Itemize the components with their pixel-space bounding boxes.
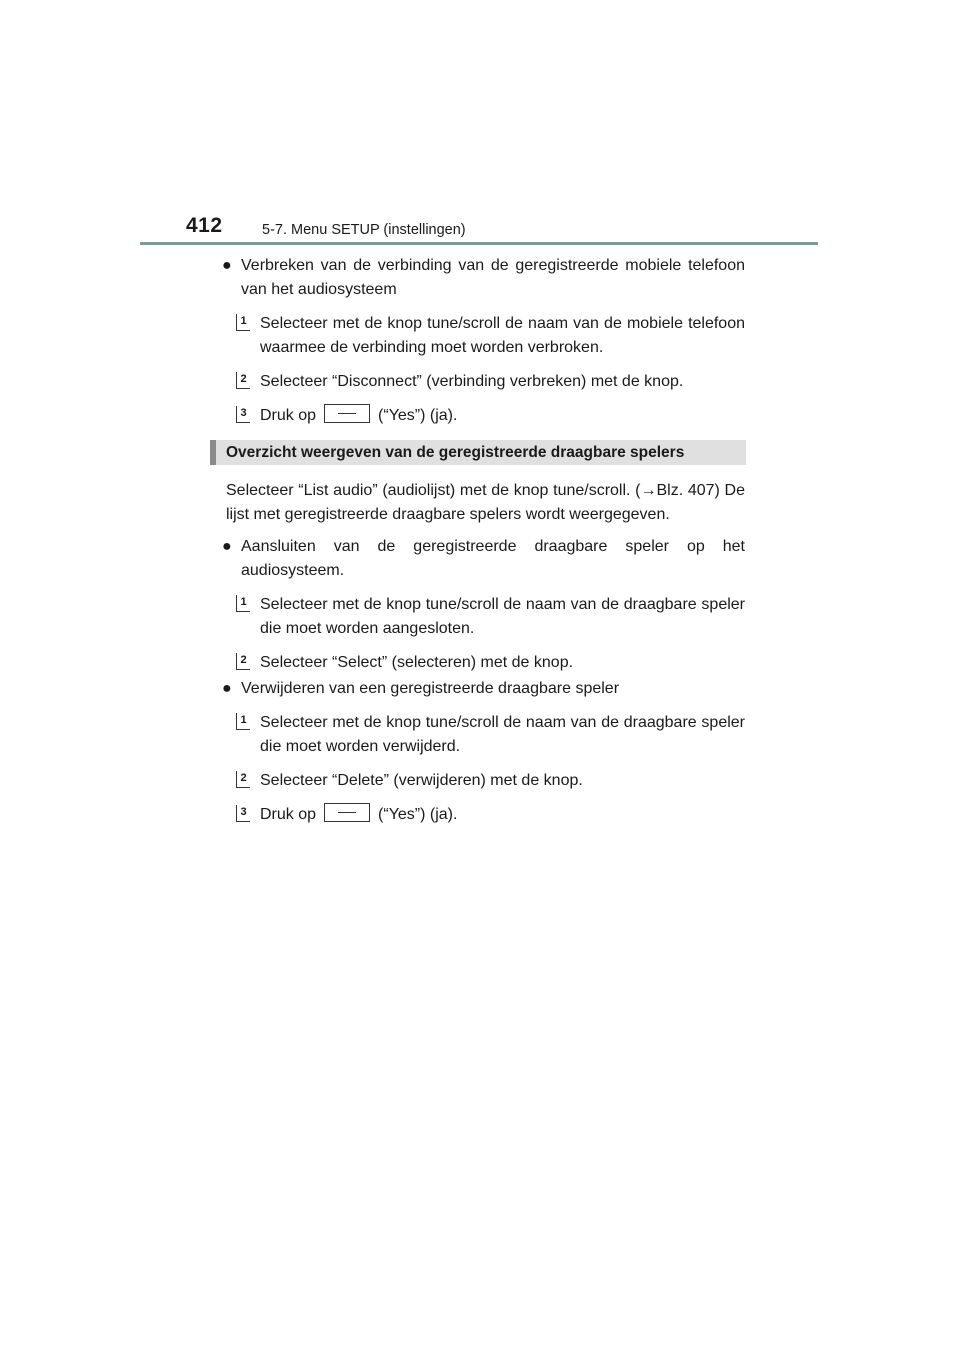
header-rule [140, 242, 818, 245]
bullet-delete-player [222, 677, 745, 701]
step-1 [226, 593, 745, 641]
step-suffix: (“Yes”) (ja). [378, 407, 458, 424]
step-number: 1 [236, 713, 250, 730]
step-text: Selecteer met de knop tune/scroll de naam van de mobiele telefoon waarmee de verbinding moet worden verbroken. [260, 315, 745, 356]
bullet-icon: ● [222, 680, 232, 697]
section-intro: Selecteer “List audio” (audiolijst) met de knop tune/scroll. (→Blz. 407) De lijst met geregistreerde draagbare spelers wordt weergegeven. [226, 482, 745, 523]
section-heading: Overzicht weergeven van de geregistreerde draagbare spelers [210, 440, 746, 465]
step-prefix: Druk op [260, 407, 317, 424]
step-1 [226, 711, 745, 759]
step-text: Selecteer “Select” (selecteren) met de knop. [260, 654, 574, 671]
step-number: 1 [236, 314, 250, 331]
yes-key-icon [324, 404, 370, 423]
step-text: Selecteer “Delete” (verwijderen) met de knop. [260, 772, 583, 789]
page-content [222, 254, 745, 837]
bullet-text: Verbreken van de verbinding van de geregistreerde mobiele telefoon van het audiosysteem [241, 257, 745, 298]
step-1 [226, 312, 745, 360]
step-text: Selecteer met de knop tune/scroll de naam van de draagbare speler die moet worden aangesloten. [260, 596, 745, 637]
bullet-icon: ● [222, 257, 232, 274]
step-number: 2 [236, 372, 250, 389]
step-number: 2 [236, 653, 250, 670]
step-2 [226, 651, 745, 675]
bullet-text: Aansluiten van de geregistreerde draagbare speler op het audiosysteem. [241, 538, 745, 579]
bullet-disconnect-phone [222, 254, 745, 302]
step-2 [226, 370, 745, 394]
step-number: 3 [236, 406, 250, 423]
chapter-title: 5-7. Menu SETUP (instellingen) [262, 222, 466, 238]
bullet-connect-player [222, 535, 745, 583]
step-prefix: Druk op [260, 806, 317, 823]
step-suffix: (“Yes”) (ja). [378, 806, 458, 823]
step-3 [226, 404, 745, 428]
bullet-icon: ● [222, 538, 232, 555]
step-number: 3 [236, 805, 250, 822]
step-number: 2 [236, 771, 250, 788]
yes-key-icon [324, 803, 370, 822]
bullet-text: Verwijderen van een geregistreerde draagbare speler [241, 680, 620, 697]
step-text: Selecteer “Disconnect” (verbinding verbreken) met de knop. [260, 373, 684, 390]
step-number: 1 [236, 595, 250, 612]
step-3 [226, 803, 745, 827]
step-2 [226, 769, 745, 793]
page-number: 412 [186, 214, 223, 237]
step-text: Selecteer met de knop tune/scroll de naam van de draagbare speler die moet worden verwijderd. [260, 714, 745, 755]
